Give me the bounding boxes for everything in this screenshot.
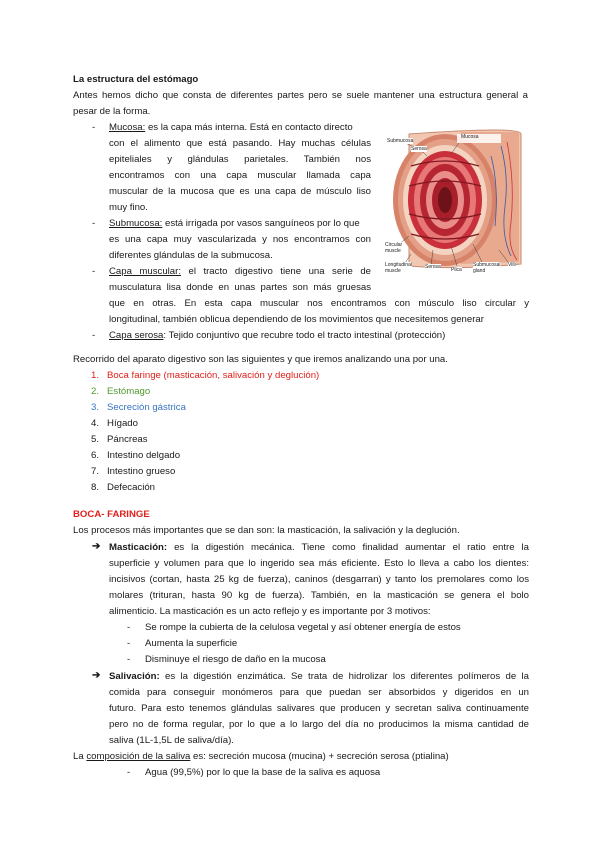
mucosa-line-3: epiteliales y glándulas parietales. También nos [109,154,371,165]
salivation-line-3: futuro. Para esto tenemos glándulas salivares que producen y secretan saliva continuamente [109,703,529,714]
submucosa-line-1: Submucosa: está irrigada por vasos sanguíneos por lo que [109,218,360,229]
submucosa-line-2: es una capa muy vascularizada y nos encontramos con [109,234,371,245]
mastication-term: Masticación: [109,542,168,553]
route-item-3: 3. Secreción gástrica [91,402,186,413]
bullet-dash: - [127,654,131,665]
label-submucosa: Submucosa [387,138,414,144]
intestine-illustration [381,126,526,276]
route-intro: Recorrido del aparato digestivo son las siguientes y que iremos analizando una por una. [73,354,448,365]
mucosa-line-2: con el alimento que está pasando. Hay muchas células [109,138,371,149]
mucosa-term: Mucosa: [109,122,146,133]
mastication-line-2: superficie y volumen para que lo ingerido sea más eficiente. Esto lo lleva a cabo los dientes: [109,558,529,569]
bullet-dash: - [127,638,131,649]
label-mucosa: Mucosa [461,134,479,140]
muscular-line-1: Capa muscular: el tracto digestivo tiene una serie de [109,266,372,277]
bullet-dash: - [92,122,96,133]
bullet-dash: - [92,330,96,341]
label-villi: Villi [508,262,516,268]
mucosa-line-5: muscular de la mucosa que es una capa de músculo liso [109,186,371,197]
label-longitudinal-muscle: Longitudinal muscle [385,262,412,274]
muscular-term: Capa muscular: [109,266,182,277]
submucosa-line-3: diferentes glándulas de la submucosa. [109,250,273,261]
reason-3: Disminuye el riesgo de daño en la mucosa [145,654,326,665]
mucosa-line-1: Mucosa: es la capa más interna. Está en contacto directo [109,122,353,133]
salivation-line-1: Salivación: es la digestión enzimática. Se trata de hidrolizar los diferentes polímeros de la [109,671,529,682]
mastication-line-1: Masticación: es la digestión mecánica. Tiene como finalidad aumentar el ratio entre la [109,542,529,553]
bullet-dash: - [127,767,131,778]
bullet-dash: - [92,266,96,277]
muscular-line-2: musculatura lisa donde en unas partes son más gruesas [109,282,371,293]
mastication-line-4: molares (trituran, hasta 90 kg de fuerza). También, en la masticación se genera el bolo [109,590,529,601]
bullet-dash: - [92,218,96,229]
mucosa-line-4: encontramos con una capa muscular llamada capa [109,170,371,181]
reason-2: Aumenta la superficie [145,638,238,649]
label-submucosal-gland: Submucosal gland [473,262,501,274]
route-item-6: 6. Intestino delgado [91,450,181,461]
label-serosa-2: Serosa [425,264,441,270]
composition-term: composición de la saliva [86,751,191,762]
label-circular-muscle: Circular muscle [385,242,403,254]
reason-1: Se rompe la cubierta de la celulosa vegetal y así obtener energía de estos [145,622,461,633]
route-item-2: 2. Estómago [91,386,151,397]
salivation-line-2: comida para conseguir monómeros para que puedan ser absorbidos y digeridos en un [109,687,529,698]
route-item-8: 8. Defecación [91,482,156,493]
muscular-line-4: longitudinal, también oblicua dependiendo de los movimientos que necesitemos generar [109,314,484,325]
muscular-line-3: que en otras. En esta capa muscular nos encontramos con músculo liso circular y [109,298,529,309]
right-arrow-icon: ➔ [92,670,101,681]
route-item-5: 5. Páncreas [91,434,148,445]
route-item-7: 7. Intestino grueso [91,466,176,477]
section-title: BOCA- FARINGE [73,509,150,520]
route-item-4: 4. Hígado [91,418,138,429]
right-arrow-icon: ➔ [92,541,101,552]
mastication-line-5: alimenticio. La masticación es un acto reflejo y es importante por 3 motivos: [109,606,431,617]
label-plica: Plica [451,267,462,273]
intro-line-1: Antes hemos dicho que consta de diferentes partes pero se suele mantener una estructura general a [73,90,528,101]
mastication-line-3: incisivos (cortan, hasta 25 kg de fuerza), caninos (desgarran) y tanto los premolares como los [109,574,529,585]
label-serosa: Serosa [411,146,427,152]
composition-line: La composición de la saliva es: secreción mucosa (mucina) + secreción serosa (ptialina) [73,751,449,762]
salivation-term: Salivación: [109,671,160,682]
salivation-line-5: saliva (1L-1,5L de saliva/día). [109,735,234,746]
salivation-line-4: pero no de forma regular, por lo que a lo largo del día no producimos la misma cantidad de [109,719,529,730]
mucosa-line-6: muy fino. [109,202,148,213]
submucosa-term: Submucosa: [109,218,163,229]
composition-item: Agua (99,5%) por lo que la base de la saliva es aquosa [145,767,381,778]
intestine-cross-section-figure [381,126,526,276]
section-heading: La estructura del estómago [73,74,199,85]
route-item-1: 1. Boca faringe (masticación, salivación y deglución) [91,370,320,381]
serosa-line: Capa serosa: Tejido conjuntivo que recubre todo el tracto intestinal (protección) [109,330,446,341]
intro-line-2: pesar de la forma. [73,106,151,117]
serosa-term: Capa serosa [109,330,164,341]
bullet-dash: - [127,622,131,633]
section-intro: Los procesos más importantes que se dan son: la masticación, la salivación y la deglución. [73,525,460,536]
